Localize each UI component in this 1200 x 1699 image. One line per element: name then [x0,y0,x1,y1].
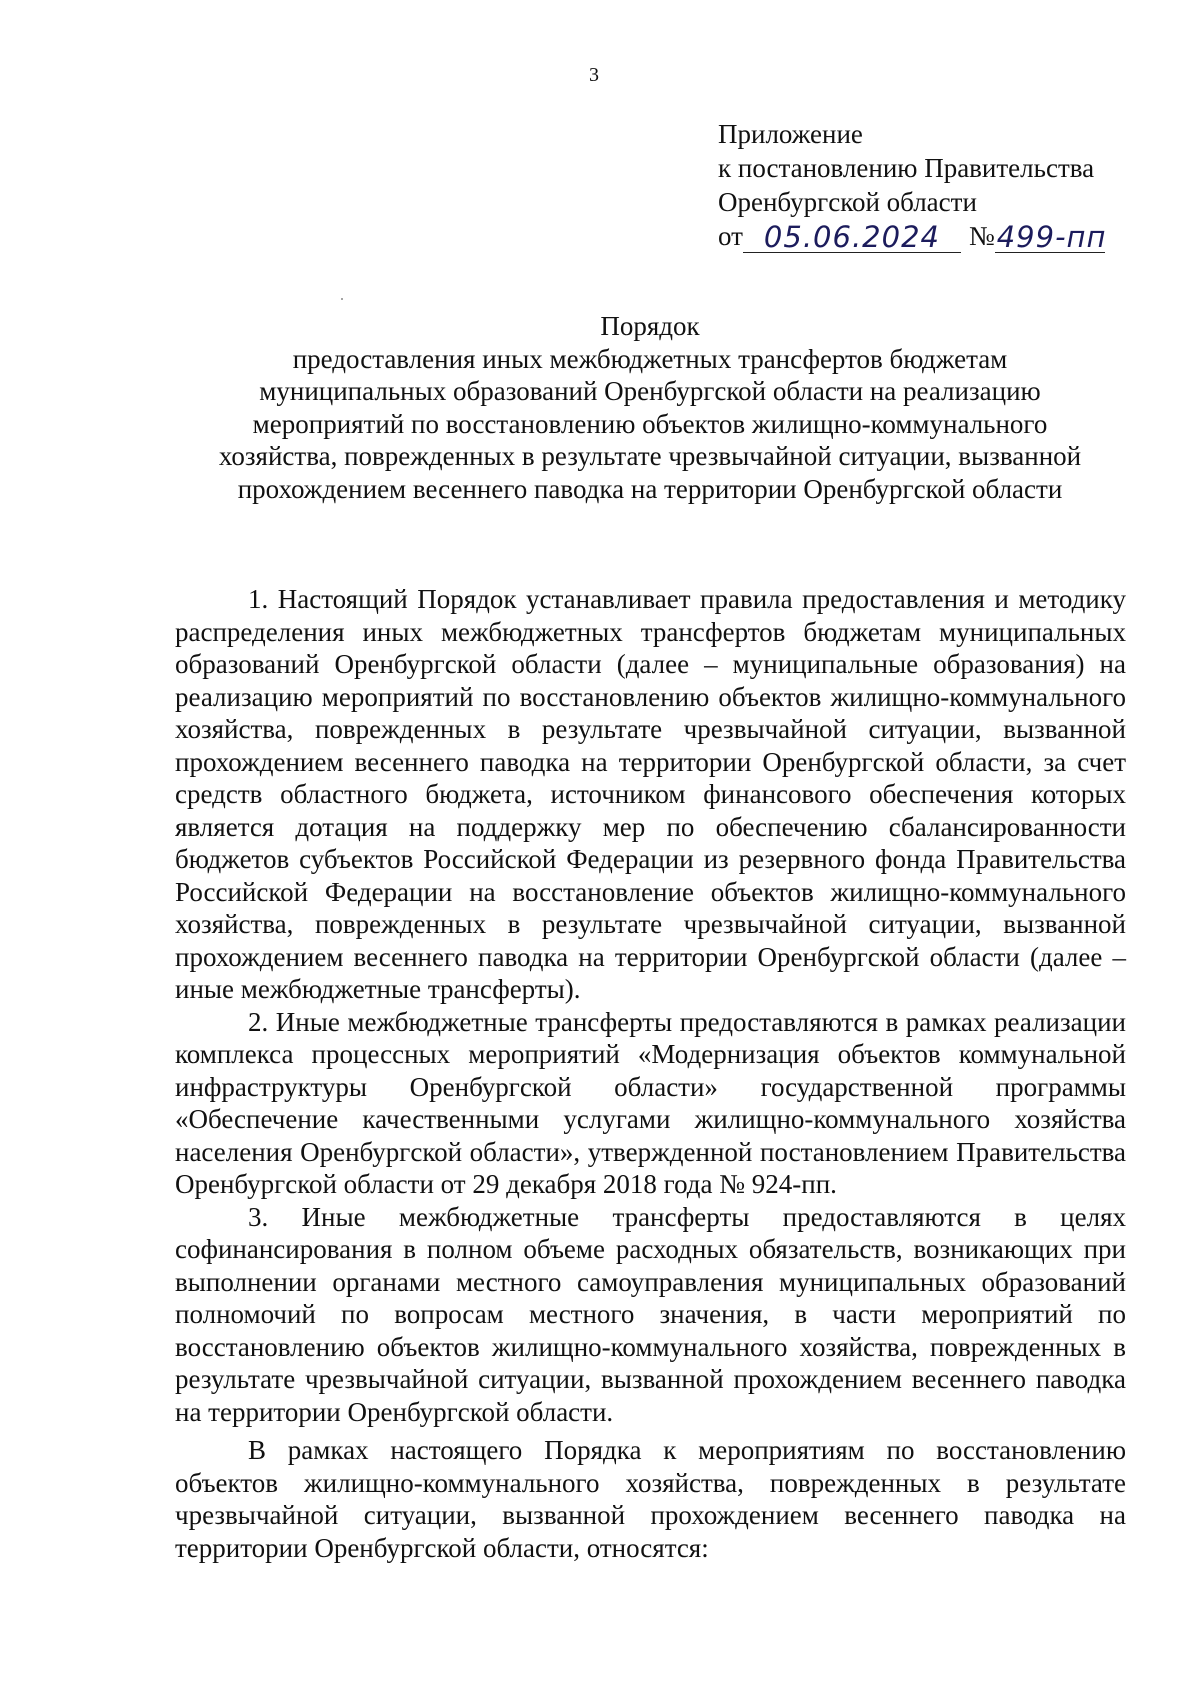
title-heading: Порядок [600,311,700,341]
title-line: муниципальных образований Оренбургской области на реализацию [259,376,1041,406]
title-line: предоставления иных межбюджетных трансфертов бюджетам [292,343,1008,374]
appendix-line-2: к постановлению Правительства [718,153,1095,183]
page-number: 3 [589,64,599,86]
title-line: хозяйства, поврежденных в результате чрезвычайной ситуации, вызванной [218,441,1082,471]
title-line: прохождением весеннего паводка на территории Оренбургской области [237,473,1063,504]
appendix-line-3: Оренбургской области [718,187,977,217]
paragraph-3: 3. Иные межбюджетные трансферты предоставляются в целях софинансирования в полном объеме расходных обязательств, возникающих при выполнении органами местного самоуправления муниципальных образований полномочий по вопросам местного значения, в части мероприятий по восстановлению объектов жилищно-коммунального хозяйства, поврежденных в результате чрезвычайной ситуации, вызванной прохождением весеннего паводка на территории Оренбургской области. [175,1201,1126,1427]
paragraph-2: 2. Иные межбюджетные трансферты предоставляются в рамках реализации комплекса процессных мероприятий «Модернизация объектов коммунальной инфраструктуры Оренбургской области» государственной программы «Обеспечение качественными услугами жилищно-коммунального хозяйства населения Оренбургской области», утвержденной постановлением Правительства Оренбургской области от 29 декабря 2018 года № 924-пп. [175,1006,1126,1199]
appendix-header [718,117,1105,253]
paragraph-4: В рамках настоящего Порядка к мероприятиям по восстановлению объектов жилищно-коммунального хозяйства, поврежденных в результате чрезвычайной ситуации, вызванной прохождением весеннего паводка на территории Оренбургской области, относятся: [175,1435,1126,1563]
scan-speck [341,298,343,300]
appendix-date-line [718,219,1105,253]
document-title [175,310,1125,505]
handwritten-date: 05.06.2024 [743,222,961,253]
title-line: мероприятий по восстановлению объектов жилищно-коммунального [252,408,1048,439]
document-body [175,583,1126,1564]
number-label: № [968,221,995,251]
appendix-line-1: Приложение [718,119,863,149]
handwritten-number: 499-пп [996,220,1107,254]
paragraph-1: 1. Настоящий Порядок устанавливает правила предоставления и методику распределения иных межбюджетных трансфертов бюджетам муниципальных образований Оренбургской области (далее – муниципальные образования) на реализацию мероприятий по восстановлению объектов жилищно-коммунального хозяйства, поврежденных в результате чрезвычайной ситуации, вызванной прохождением весеннего паводка на территории Оренбургской области, за счет средств областного бюджета, источником финансового обеспечения которых является дотация на поддержку мер по обеспечению сбалансированности бюджетов субъектов Российской Федерации из резервного фонда Правительства Российской Федерации на восстановление объектов жилищно-коммунального хозяйства, поврежденных в результате чрезвычайной ситуации, вызванной прохождением весеннего паводка на территории Оренбургской области (далее – иные межбюджетные трансферты). [175,584,1126,1004]
from-label: от [718,221,743,251]
